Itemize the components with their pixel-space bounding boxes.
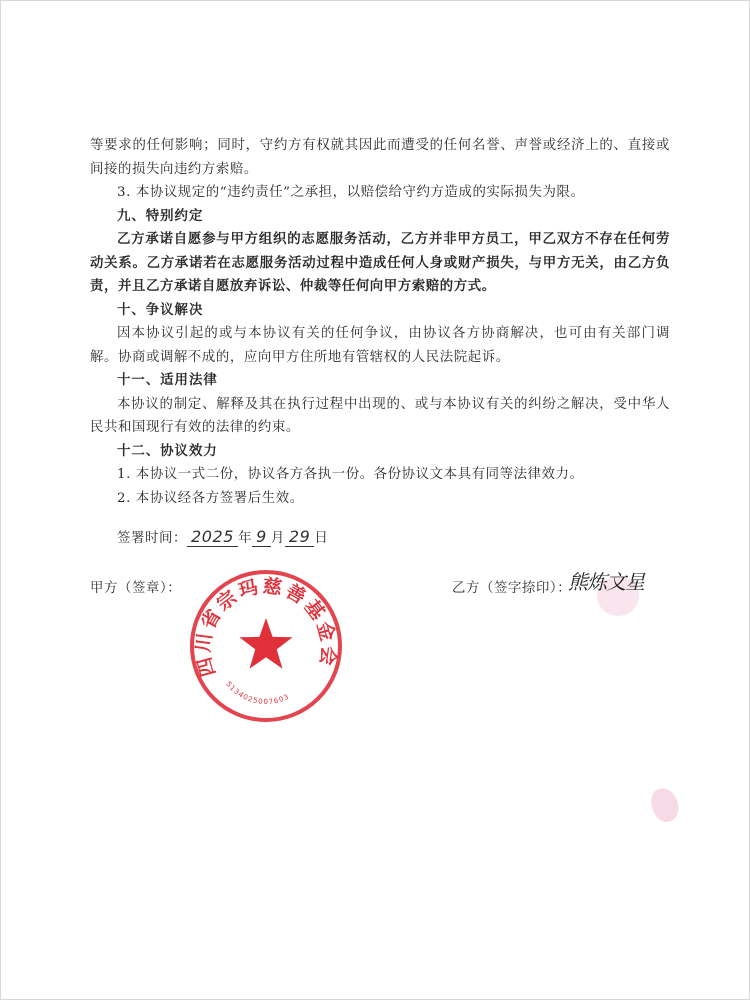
paragraph: 1. 本协议一式二份，协议各方各执一份。各份协议文本具有同等法律效力。 bbox=[117, 467, 584, 482]
paragraph: 因本协议引起的或与本协议有关的任何争议，由协议各方协商解决，也可由有关部门调解。协商或调解不成的，应向甲方住所地有管辖权的人民法院起诉。 bbox=[90, 326, 670, 365]
signing-month: 9 bbox=[252, 527, 271, 547]
signing-day: 29 bbox=[285, 527, 315, 547]
agreement-body bbox=[90, 134, 670, 510]
official-seal-icon bbox=[186, 566, 346, 726]
ink-smudge bbox=[648, 785, 682, 825]
day-unit: 日 bbox=[314, 531, 329, 546]
party-b-label: 乙方（签字捺印）： bbox=[452, 581, 572, 596]
section-heading: 十、争议解决 bbox=[117, 301, 204, 318]
signing-year: 2025 bbox=[187, 527, 238, 547]
section-heading: 九、特别约定 bbox=[117, 207, 204, 224]
section-heading: 十一、适用法律 bbox=[117, 372, 218, 388]
seal-org-text: 四川省宗玛慈善基金会 bbox=[192, 574, 340, 679]
paragraph: 3. 本协议规定的“违约责任”之承担，以赔偿给守约方造成的实际损失为限。 bbox=[117, 185, 585, 200]
party-a-label: 甲方（签章）： bbox=[90, 581, 182, 596]
paragraph: 等要求的任何影响；同时，守约方有权就其因此而遭受的任何名誉、声誉或经济上的、直接或间接的损失向违约方索赔。 bbox=[90, 138, 670, 177]
seal-code-text: 5134025007603 bbox=[224, 680, 291, 707]
paragraph: 2. 本协议经各方签署后生效。 bbox=[117, 490, 304, 506]
signing-date bbox=[117, 527, 328, 547]
paragraph: 乙方承诺自愿参与甲方组织的志愿服务活动，乙方并非甲方员工，甲乙双方不存在任何劳动关系。乙方承诺若在志愿服务活动过程中造成任何人身或财产损失，与甲方无关，由乙方负责，并且乙方承诺自愿放弃诉讼、仲裁等任何向甲方索赔的方式。 bbox=[90, 231, 670, 294]
year-unit: 年 bbox=[238, 531, 253, 546]
party-b-signature: 熊炼文星 bbox=[568, 570, 644, 594]
svg-text:5134025007603 bbox=[224, 680, 290, 706]
paragraph: 本协议的制定、解释及其在执行过程中出现的、或与本协议有关的纠纷之解决，受中华人民共和国现行有效的法律的约束。 bbox=[90, 396, 670, 435]
section-heading: 十二、协议效力 bbox=[117, 442, 218, 459]
seal-star-icon bbox=[239, 618, 292, 669]
signing-date-label: 签署时间： bbox=[117, 531, 187, 546]
month-unit: 月 bbox=[270, 531, 285, 546]
